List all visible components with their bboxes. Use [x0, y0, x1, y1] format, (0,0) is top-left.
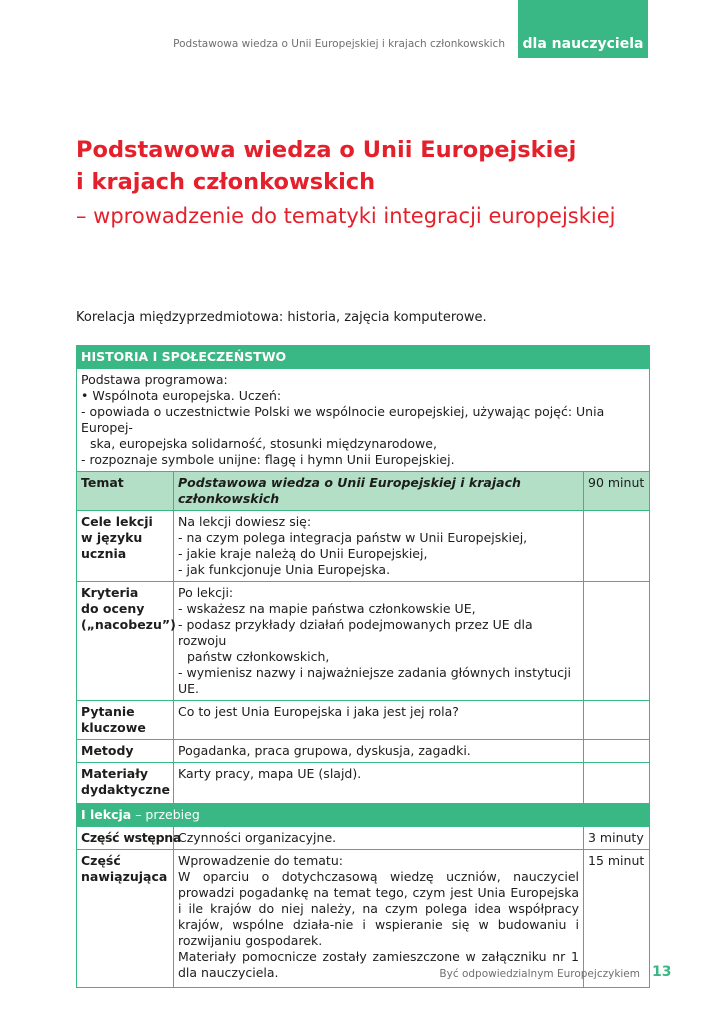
page-title	[76, 134, 676, 232]
criteria-content	[174, 582, 584, 701]
intro-part-row	[77, 827, 650, 850]
program-line: ska, europejska solidarność, stosunki międzynarodowe,	[90, 436, 437, 451]
label-line: Materiały	[81, 766, 148, 781]
goals-item: - jakie kraje należą do Unii Europejskiej,	[178, 546, 428, 561]
goals-item: - na czym polega integracja państw w Unii Europejskiej,	[178, 530, 528, 545]
materials-row	[77, 763, 650, 804]
linking-part-row	[77, 850, 650, 988]
empty-time-cell	[584, 582, 650, 701]
empty-time-cell	[584, 511, 650, 582]
criteria-intro: Po lekcji:	[178, 585, 234, 600]
label-line: („nacobezu”)	[81, 617, 176, 632]
section-header-row	[77, 346, 650, 369]
linking-part-label	[77, 850, 174, 988]
criteria-row	[77, 582, 650, 701]
materials-value: Karty pracy, mapa UE (slajd).	[174, 763, 584, 804]
lesson-header	[77, 804, 650, 827]
program-intro: Podstawa programowa:	[81, 372, 228, 387]
lesson-plan-table	[76, 345, 650, 988]
label-line: ucznia	[81, 546, 127, 561]
goals-content	[174, 511, 584, 582]
intro-part-label: Część wstępna	[77, 827, 174, 850]
intro-part-value: Czynności organizacyjne.	[174, 827, 584, 850]
lesson-header-bold: I lekcja	[81, 807, 132, 822]
label-line: Pytanie	[81, 704, 135, 719]
question-label	[77, 701, 174, 740]
empty-time-cell	[584, 740, 650, 763]
methods-row	[77, 740, 650, 763]
page-number: 13	[652, 964, 672, 980]
program-line: - rozpoznaje symbole unijne: flagę i hymn Unii Europejskiej.	[81, 452, 455, 467]
label-line: Część	[81, 853, 121, 868]
methods-value: Pogadanka, praca grupowa, dyskusja, zagadki.	[174, 740, 584, 763]
topic-value: Podstawowa wiedza o Unii Europejskiej i krajach członkowskich	[174, 472, 584, 511]
lesson-header-rest: – przebieg	[131, 807, 200, 822]
criteria-label	[77, 582, 174, 701]
question-value: Co to jest Unia Europejska i jaka jest jej rola?	[174, 701, 584, 740]
methods-label: Metody	[77, 740, 174, 763]
goals-label	[77, 511, 174, 582]
linking-part-content	[174, 850, 584, 988]
empty-time-cell	[584, 763, 650, 804]
label-line: w języku	[81, 530, 143, 545]
question-row	[77, 701, 650, 740]
running-head: Podstawowa wiedza o Unii Europejskiej i krajach członkowskich	[173, 38, 505, 50]
lesson-header-row	[77, 804, 650, 827]
intro-part-time: 3 minuty	[584, 827, 650, 850]
topic-time: 90 minut	[584, 472, 650, 511]
goals-row	[77, 511, 650, 582]
section-header: HISTORIA I SPOŁECZEŃSTWO	[77, 346, 650, 369]
label-line: kluczowe	[81, 720, 146, 735]
program-cell	[77, 369, 650, 472]
criteria-item: - podasz przykłady działań podejmowanych przez UE dla rozwoju	[178, 617, 533, 648]
program-line: - opowiada o uczestnictwie Polski we wspólnocie europejskiej, używając pojęć: Unia Europej-	[81, 404, 605, 435]
empty-time-cell	[584, 701, 650, 740]
criteria-item: - wskażesz na mapie państwa członkowskie UE,	[178, 601, 476, 616]
label-line: dydaktyczne	[81, 782, 170, 797]
criteria-item: państw członkowskich,	[187, 649, 330, 664]
title-line-1: Podstawowa wiedza o Unii Europejskiej	[76, 137, 577, 163]
correlation-text: Korelacja międzyprzedmiotowa: historia, zajęcia komputerowe.	[76, 310, 487, 325]
title-subtitle: – wprowadzenie do tematyki integracji europejskiej	[76, 204, 616, 228]
program-line: • Wspólnota europejska. Uczeń:	[81, 388, 282, 403]
label-line: Kryteria	[81, 585, 139, 600]
label-line: nawiązująca	[81, 869, 168, 884]
audience-badge	[518, 0, 648, 58]
footer-text: Być odpowiedzialnym Europejczykiem	[439, 968, 640, 980]
title-line-2: i krajach członkowskich	[76, 169, 376, 195]
criteria-item: - wymienisz nazwy i najważniejsze zadania głównych instytucji UE.	[178, 665, 572, 696]
label-line: Cele lekcji	[81, 514, 153, 529]
linking-heading: Wprowadzenie do tematu:	[178, 853, 343, 868]
linking-text: W oparciu o dotychczasową wiedzę uczniów, nauczyciel prowadzi pogadankę na temat tego, czym jest Unia Europejska i ile krajów do niej należy, na czym polega idea współpracy krajów, wspólne działa-nie i wspieranie się w budowaniu i rozwijaniu gospodarek.	[178, 869, 579, 948]
linking-note: Materiały pomocnicze zostały zamieszczone w załączniku nr 1 dla nauczyciela.	[178, 949, 579, 980]
topic-row	[77, 472, 650, 511]
topic-label: Temat	[77, 472, 174, 511]
program-row	[77, 369, 650, 472]
materials-label	[77, 763, 174, 804]
goals-intro: Na lekcji dowiesz się:	[178, 514, 312, 529]
label-line: do oceny	[81, 601, 145, 616]
linking-part-time: 15 minut	[584, 850, 650, 988]
audience-badge-label: dla nauczyciela	[522, 36, 644, 52]
goals-item: - jak funkcjonuje Unia Europejska.	[178, 562, 391, 577]
